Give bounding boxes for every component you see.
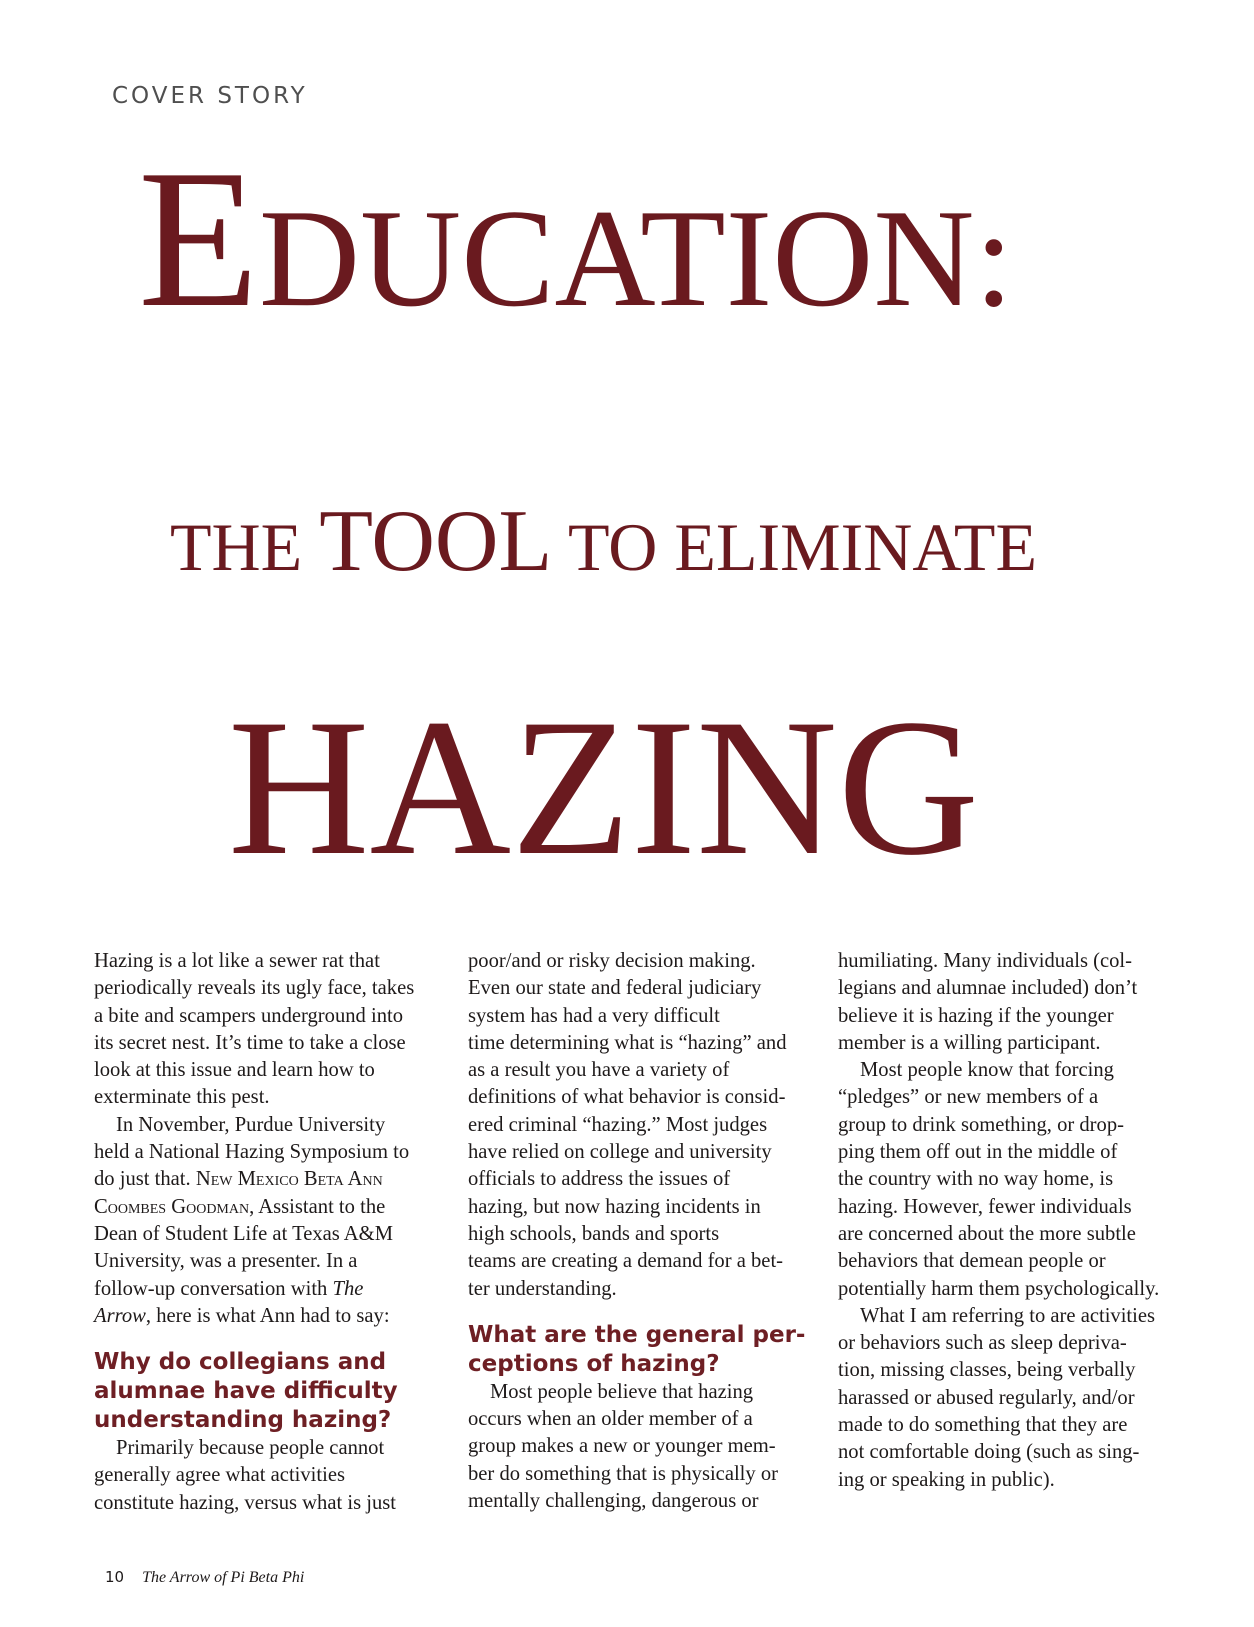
text-line: hazing. However, fewer individuals xyxy=(838,1195,1132,1218)
text-line: held a National Hazing Symposium to xyxy=(94,1141,410,1164)
paragraph xyxy=(94,1112,439,1330)
text-line: ping them off out in the middle of xyxy=(838,1141,1118,1164)
text-line: are concerned about the more subtle xyxy=(838,1222,1136,1245)
paragraph xyxy=(838,1303,1183,1494)
page-footer xyxy=(105,1568,304,1587)
text-line: time determining what is “hazing” and xyxy=(468,1031,787,1054)
text-line: high schools, bands and sports xyxy=(468,1222,720,1245)
text-line xyxy=(94,1276,439,1303)
text-line: believe it is hazing if the younger xyxy=(838,1004,1114,1027)
text-line: legians and alumnae included) don’t xyxy=(838,977,1138,1000)
text-line: In November, Purdue University xyxy=(116,1113,386,1136)
headline-the: THE xyxy=(170,509,320,585)
text-line: Dean of Student Life at Texas A&M xyxy=(94,1222,394,1245)
paragraph xyxy=(468,1379,813,1515)
page-number: 10 xyxy=(105,1568,125,1586)
text-line: or behaviors such as sleep depriva- xyxy=(838,1332,1127,1355)
text-line: as a result you have a variety of xyxy=(468,1059,730,1082)
text-line: member is a willing participant. xyxy=(838,1031,1101,1054)
text-line: ber do something that is physically or xyxy=(468,1462,779,1485)
text-line: “pledges” or new members of a xyxy=(838,1086,1099,1109)
text-run: , here is what Ann had to say: xyxy=(145,1304,390,1327)
subheading xyxy=(94,1348,439,1435)
article-column-1 xyxy=(94,948,439,1517)
text-line: hazing, but now hazing incidents in xyxy=(468,1195,761,1218)
headline-initial: E xyxy=(138,129,259,348)
text-run: , Assistant to the xyxy=(249,1195,386,1218)
text-line: definitions of what behavior is consid- xyxy=(468,1086,786,1109)
headline-tool: TOOL xyxy=(319,493,553,590)
text-line: a bite and scampers underground into xyxy=(94,1004,404,1027)
publication-title: Arrow xyxy=(94,1304,146,1327)
subheading xyxy=(468,1321,813,1379)
text-line: the country with no way home, is xyxy=(838,1168,1114,1191)
headline-to-eliminate: TO ELIMINATE xyxy=(552,509,1037,585)
text-line: University, was a presenter. In a xyxy=(94,1250,358,1273)
text-line: Primarily because people cannot xyxy=(116,1437,385,1460)
text-line: system has had a very difficult xyxy=(468,1004,720,1027)
headline-word-education: DUCATION: xyxy=(258,181,1014,336)
headline-hazing: HAZING xyxy=(228,679,980,896)
text-line: Even our state and federal judiciary xyxy=(468,977,762,1000)
headline-line-1 xyxy=(138,129,1014,348)
paragraph xyxy=(94,1435,439,1517)
text-line: ered criminal “hazing.” Most judges xyxy=(468,1113,768,1136)
text-line: humiliating. Many individuals (col- xyxy=(838,950,1132,972)
text-line: Most people know that forcing xyxy=(860,1059,1114,1082)
paragraph xyxy=(468,948,813,1303)
text-line: exterminate this pest. xyxy=(94,1086,270,1109)
text-line: harassed or abused regularly, and/or xyxy=(838,1386,1135,1409)
subheading-line: alumnae have difficulty xyxy=(94,1378,398,1405)
text-line xyxy=(94,1194,439,1221)
text-line: constitute hazing, versus what is just xyxy=(94,1491,396,1514)
text-run: follow-up conversation with xyxy=(94,1277,333,1300)
section-kicker: COVER STORY xyxy=(112,83,308,109)
text-line xyxy=(94,1303,439,1330)
article-column-2 xyxy=(468,948,813,1515)
text-line: generally agree what activities xyxy=(94,1464,346,1487)
text-line xyxy=(94,1166,439,1193)
text-line: not comfortable doing (such as sing- xyxy=(838,1441,1140,1464)
article-column-3 xyxy=(838,948,1183,1494)
text-line: teams are creating a demand for a bet- xyxy=(468,1250,784,1273)
text-run: do just that. xyxy=(94,1168,196,1191)
subheading-line: Why do collegians and xyxy=(94,1349,387,1376)
text-line: have relied on college and university xyxy=(468,1141,772,1164)
text-line: group makes a new or younger mem- xyxy=(468,1435,776,1458)
publication-title: The xyxy=(332,1277,364,1300)
text-line: poor/and or risky decision making. xyxy=(468,950,756,972)
chapter-name: New Mexico Beta Ann xyxy=(195,1168,383,1191)
subheading-line: What are the general per- xyxy=(468,1321,806,1348)
text-line: tion, missing classes, being verbally xyxy=(838,1359,1136,1382)
text-line: periodically reveals its ugly face, takes xyxy=(94,977,415,1000)
text-line: look at this issue and learn how to xyxy=(94,1059,375,1082)
text-line: its secret nest. It’s time to take a close xyxy=(94,1031,406,1054)
headline-line-2 xyxy=(170,493,1037,590)
text-line: Hazing is a lot like a sewer rat that xyxy=(94,950,380,972)
text-line: ter understanding. xyxy=(468,1277,617,1300)
paragraph xyxy=(94,948,439,1112)
text-line: made to do something that they are xyxy=(838,1414,1128,1437)
text-line: mentally challenging, dangerous or xyxy=(468,1490,759,1513)
text-line: officials to address the issues of xyxy=(468,1168,731,1191)
text-line: Most people believe that hazing xyxy=(490,1380,754,1403)
publication-name: The Arrow of Pi Beta Phi xyxy=(142,1569,305,1586)
text-line: occurs when an older member of a xyxy=(468,1408,753,1431)
subheading-line: ceptions of hazing? xyxy=(468,1350,720,1377)
text-line: ing or speaking in public). xyxy=(838,1468,1055,1491)
text-line: What I am referring to are activities xyxy=(860,1304,1156,1327)
paragraph xyxy=(838,948,1183,1057)
text-line: group to drink something, or drop- xyxy=(838,1113,1124,1136)
text-line: behaviors that demean people or xyxy=(838,1250,1106,1273)
paragraph xyxy=(838,1057,1183,1303)
text-line: potentially harm them psychologically. xyxy=(838,1277,1160,1300)
person-name: Coombes Goodman xyxy=(94,1195,250,1218)
subheading-line: understanding hazing? xyxy=(94,1407,392,1434)
